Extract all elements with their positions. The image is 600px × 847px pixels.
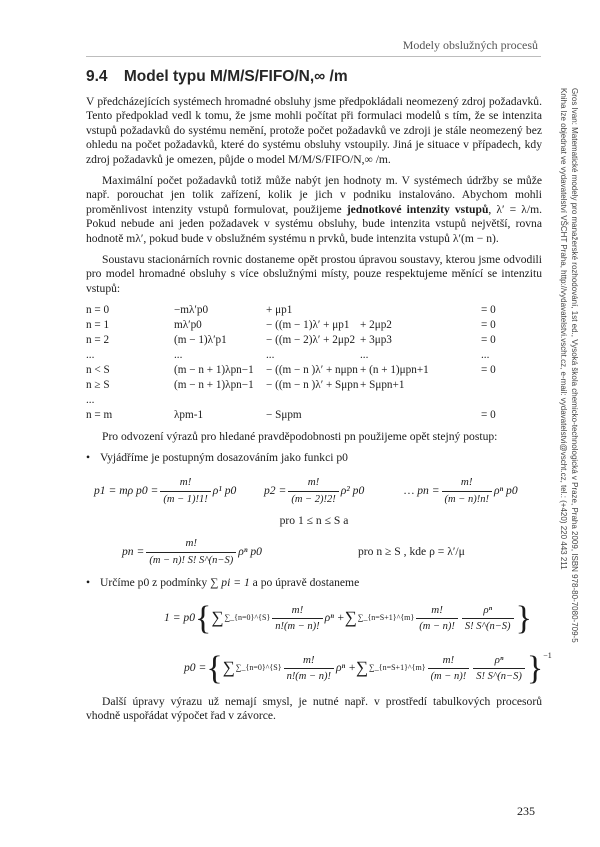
bullet-icon: • [86,576,91,590]
paragraph-2-b: , λ′ = λ/m. Pokud nebude ani jeden požadavek v systému obsluhy, bude intenzita vstupů největší, rovna hodnotě mλ′, pokud bude v obslužném systému n prvků, bude intenzita vstupů λ′(m − n). [86,202,542,245]
formula-normalization [164,595,532,643]
fraction-numerator: m! [307,476,320,489]
condition-1-range: pro 1 ≤ n ≤ S [279,513,341,527]
formula-p2-fraction [288,475,338,507]
equation-cell [360,302,436,317]
equation-cell: = 0 [481,408,496,421]
normalization-fraction-3 [462,603,514,635]
formula-pn-fraction [442,475,492,507]
bullet-item-2 [86,576,542,591]
formula-pn-large [122,530,262,574]
equation-row [86,347,521,362]
fraction-numerator: m! [185,537,198,549]
equation-row [86,302,521,317]
formula-row-1 [86,470,542,514]
equation-row [86,332,521,347]
side-note-line-2: Kniha lze objednat ve vydavatelství VŠCHT Praha, http://vydavatelstvi.vscht.cz, e-mail: vydavatelstvi@vscht.cz, tel.: (+420) 220 443 211 [559,88,568,570]
equation-cell: ... [481,348,490,361]
p0-rho: ρⁿ + [335,661,356,675]
header-rule [86,56,541,57]
equation-cell: − ((m − n )λ′ + Sμpn [266,378,359,391]
equation-cell: + 3μp3 [360,333,392,346]
equation-cell: −mλ′p0 [174,303,209,316]
formula-row-2 [86,530,542,574]
formula-p1 [94,470,236,514]
formula-p2 [264,470,364,514]
formula-pn-large-tail: ρⁿ p0 [238,544,262,558]
equation-row [86,362,521,377]
equation-cell: − ((m − 2)λ′ + 2μp2 [266,333,356,346]
formula-row-4 [86,645,552,693]
stationary-equations [86,302,521,422]
fraction-denominator: (m − n)! [416,618,458,635]
equation-cell [436,347,481,362]
equation-cell: n < S [86,363,110,376]
paragraph-3: Soustavu stacionárních rovnic dostaneme opět prostou úpravou soustavy, kterou jsme odvodili pro model hromadné obsluhy s více obslužnými místy, pouze respektujeme měnící se intenzitu vstupů: [86,252,542,295]
bullet-icon: • [86,450,91,464]
formula-p1-tail: ρ¹ p0 [212,484,237,498]
section-heading [86,70,542,85]
sum-1-limits: ∑_{n=0}^{S} [235,663,282,673]
equation-cell: n = 0 [86,303,110,316]
normalization-fraction-1 [272,603,322,635]
equation-cell: (m − n + 1)λpn−1 [174,378,254,391]
equation-cell [360,392,436,407]
running-head: Modely obslužných procesů [402,38,538,52]
condition-1-and: a [343,513,349,527]
equation-cell: − ((m − 1)λ′ + μp1 [266,318,350,331]
fraction-numerator: m! [431,603,443,616]
sum-symbol-icon: ∑ [211,608,224,628]
bullet-2-condition: ∑ pi = 1 [210,576,250,590]
paragraph-4: Pro odvození výrazů pro hledané pravděpodobnosti pn použijeme opět stejný postup: [102,430,498,444]
fraction-numerator: m! [442,653,455,666]
right-brace-icon: } [515,599,532,637]
equation-row [86,392,521,407]
equation-cell: (m − n + 1)λpn−1 [174,363,254,376]
left-brace-icon: { [206,649,223,687]
fraction-denominator: (m − 2)!2! [288,491,338,508]
fraction-denominator: (m − n)! S! S^(n−S) [146,552,236,569]
bullet-1-text: Vyjádříme je postupným dosazováním jako funkci p0 [100,450,348,464]
fraction-numerator: m! [179,476,192,489]
bullet-item-1 [86,451,542,466]
equation-cell: = 0 [481,363,496,376]
equation-cell: − ((m − n )λ′ + nμpn [266,363,358,376]
side-note [558,88,580,643]
paragraph-2-a: Maximální počet požadavků totiž může nabýt jen hodnoty m. V systémech údržby se může např. porouchat jen tolik zařízení, kolik je jich v podniku instalováno. Abychom mohli proměnlivost intenzity vstupů formulovat, použijeme [86,173,542,216]
equation-cell [481,392,521,407]
p0-lhs: p0 = [184,661,207,675]
equation-cell: n ≥ S [86,378,110,391]
fraction-numerator: m! [291,603,304,616]
fraction-numerator: m! [302,653,315,666]
equation-cell: = 0 [481,318,496,331]
formula-pn-large-lhs: pn = [122,544,145,558]
equation-row [86,317,521,332]
paragraph-5: Další úpravy výrazu už nemají smysl, je nutné např. v prostředí tabulkových procesorů vhodně uspořádat výpočet řad v závorce. [86,694,542,723]
normalization-lhs: 1 = p0 [164,611,196,625]
equation-cell [436,362,481,377]
fraction-numerator: m! [460,476,473,489]
equation-cell: mλ′p0 [174,318,202,331]
equation-cell: − Sμpm [266,408,302,421]
equation-cell [436,407,481,422]
section-number: 9.4 [86,68,108,85]
equation-cell: ... [360,348,369,361]
fraction-numerator: ρⁿ [483,603,493,616]
fraction-denominator: n!(m − n)! [272,618,322,635]
bullet-2-suffix: a po úpravě dostaneme [252,576,360,590]
equation-cell: = 0 [481,333,496,346]
fraction-denominator: S! S^(n−S) [462,618,514,635]
formula-pn-lhs: … pn = [404,484,440,498]
sum-1-limits: ∑_{n=0}^{S} [224,613,271,623]
left-brace-icon: { [195,599,212,637]
fraction-denominator: n!(m − n)! [284,668,334,685]
normalization-rho: ρⁿ + [324,611,345,625]
section-title: Model typu M/M/S/FIFO/N,∞ /m [123,68,348,85]
formula-p2-tail: ρ² p0 [340,484,365,498]
fraction-denominator: (m − n)!n! [442,491,492,508]
fraction-denominator: S! S^(n−S) [473,668,525,685]
equation-row [86,377,521,392]
equation-cell: n = 2 [86,333,110,346]
equation-cell [436,302,481,317]
formula-pn-large-fraction [146,536,236,568]
condition-line-1 [86,514,542,529]
equation-cell [436,392,481,407]
page-number: 235 [517,804,535,818]
equation-cell [266,392,360,407]
paragraph-1: V předcházejících systémech hromadné obsluhy jsme předpokládali neomezený zdroj požadavků. Tento předpoklad vedl k tomu, že jsme mohli počítat při formulaci modelů s tím, že se intenzita vstupů požadavků do systému nemění, protože počet požadavků ve zdroji je stále neomezený bez ohledu na počet požadavků, které do systému obsluhy vstoupily. Jiná je situace v případech, kdy zdroj požadavků je omezen, půjde o model M/M/S/FIFO/N,∞ /m. [86,94,542,166]
formula-row-3 [86,595,542,643]
equation-cell: (m − 1)λ′p1 [174,333,227,346]
paragraph-2 [86,174,542,247]
equation-cell [360,407,436,422]
equation-cell: ... [174,348,183,361]
fraction-denominator: (m − n)! [428,668,470,685]
equation-cell [436,377,481,392]
equation-cell: n = 1 [86,318,110,331]
fraction-numerator: ρⁿ [494,653,504,666]
equation-cell [481,377,521,392]
equation-cell: ... [86,393,95,406]
bullet-2-prefix: Určíme p0 z podmínky [100,576,208,590]
keyword-unit-intensity: jednotkové intenzity vstupů [346,202,489,216]
p0-fraction-2 [428,653,470,685]
sum-symbol-icon: ∑ [222,658,235,678]
equation-cell: + 2μp2 [360,318,392,331]
normalization-fraction-2 [416,603,458,635]
sum-symbol-icon: ∑ [344,608,357,628]
equation-cell: ... [86,348,95,361]
side-note-line-1: Gros Ivan: Matematické modely pro manažerské rozhodování, 1st ed., Vysoká škola chemicko-technologická v Praze, Praha 2009, ISBN 978-80-7080-709-5 [570,88,579,643]
right-brace-icon: } [526,649,544,687]
condition-line-2: pro n ≥ S , kde ρ = λ′/μ [358,544,465,558]
equation-cell: = 0 [481,303,496,316]
p0-fraction-3 [473,653,525,685]
equation-cell: + Sμpn+1 [360,378,405,391]
formula-pn-tail: ρⁿ p0 [493,484,518,498]
equation-cell: ... [266,348,275,361]
equation-cell: + μp1 [266,303,293,316]
sum-2-limits: ∑_{n=S+1}^{m} [357,613,415,623]
sum-2-limits: ∑_{n=S+1}^{m} [369,663,426,673]
equation-cell [436,332,481,347]
equation-cell: + (n + 1)μpn+1 [360,363,429,376]
formula-p1-fraction [160,475,210,507]
equation-row [86,407,521,422]
formula-p0 [184,645,552,693]
p0-fraction-1 [284,653,334,685]
fraction-denominator: (m − 1)!1! [160,491,210,508]
equation-cell: λpm-1 [174,408,204,421]
formula-pn [404,470,518,514]
equation-cell: n = m [86,408,113,421]
p0-exponent: −1 [543,650,552,660]
equation-cell [174,392,266,407]
formula-p1-lhs: p1 = mρ p0 = [94,484,159,498]
page-content [86,68,552,730]
formula-p2-lhs: p2 = [264,484,287,498]
sum-symbol-icon: ∑ [355,658,369,678]
equation-cell [436,317,481,332]
